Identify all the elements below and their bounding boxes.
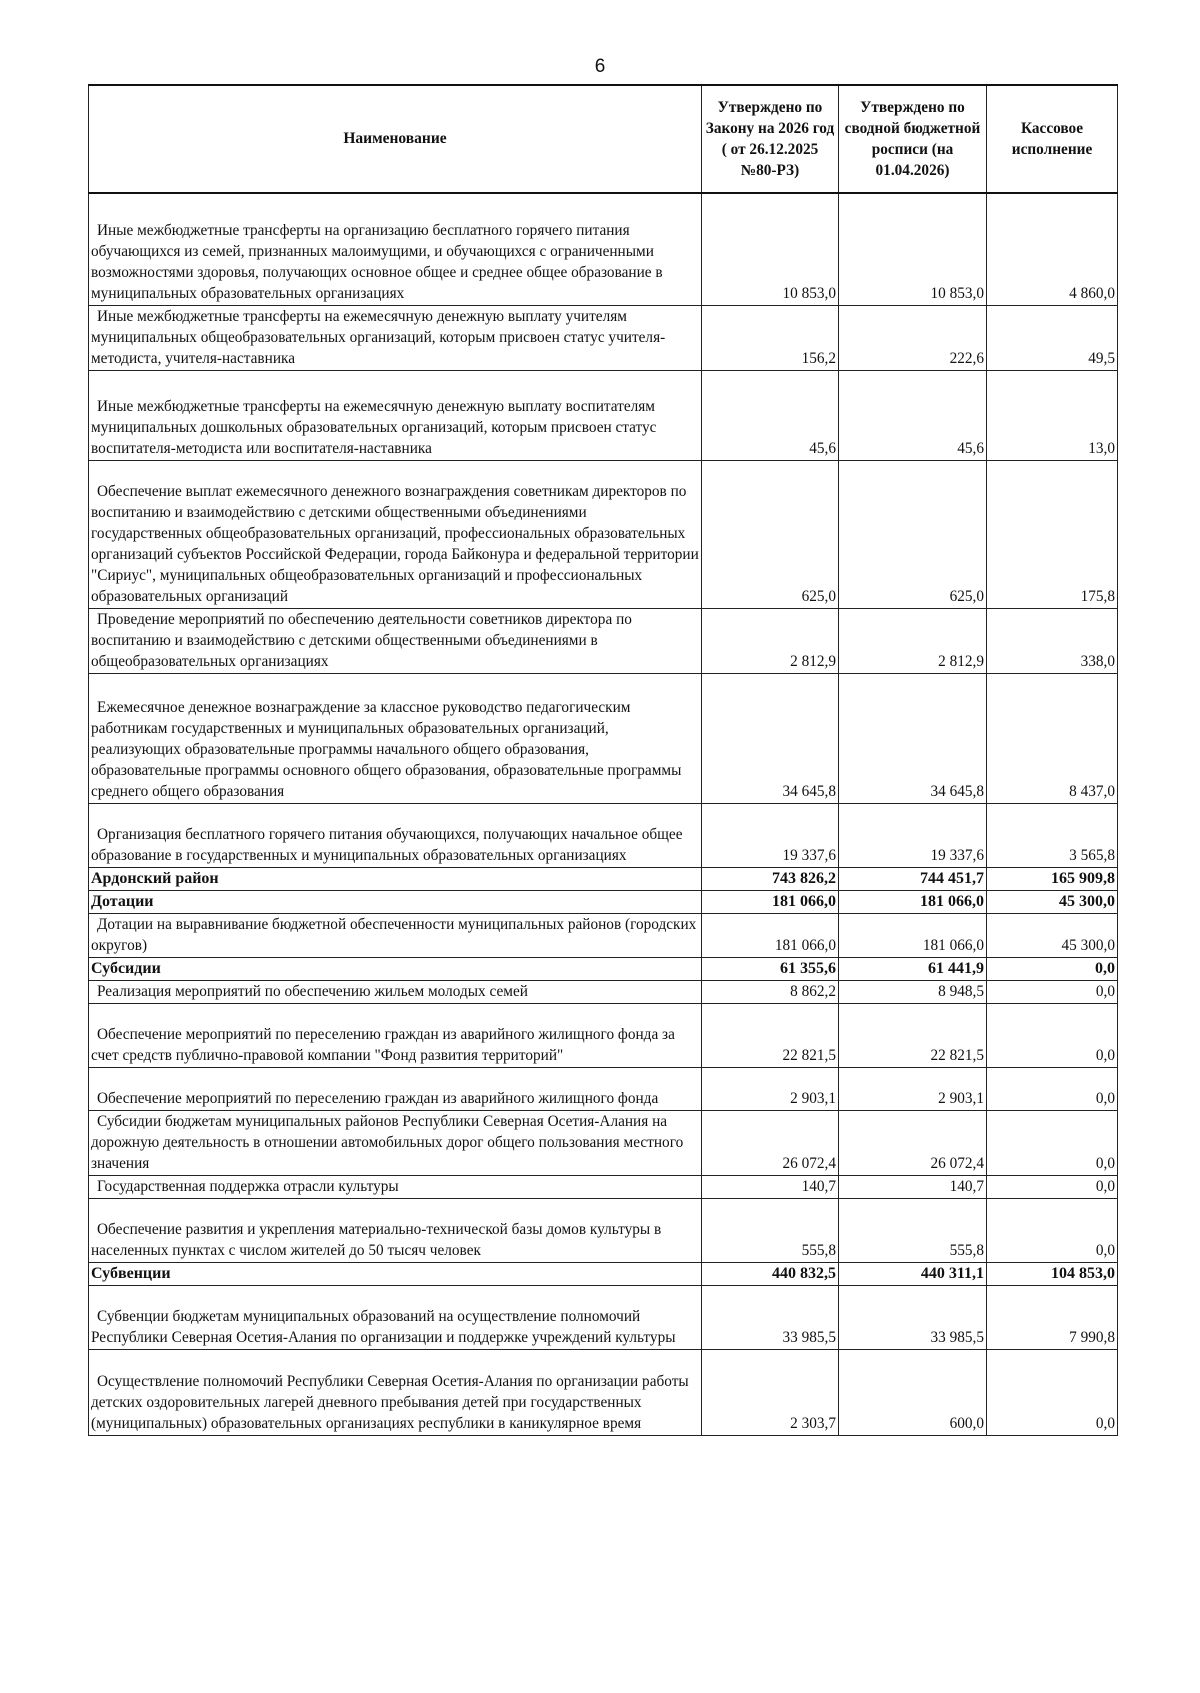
row-approved-law: 61 355,6 <box>702 957 839 980</box>
row-approved-law: 2 303,7 <box>702 1349 839 1435</box>
row-name <box>89 460 702 608</box>
row-approved-roster: 2 812,9 <box>839 608 987 673</box>
row-approved-roster: 2 903,1 <box>839 1067 987 1110</box>
row-approved-roster: 22 821,5 <box>839 1003 987 1067</box>
row-name <box>89 1198 702 1262</box>
row-approved-law: 440 832,5 <box>702 1262 839 1285</box>
row-cash-execution: 175,8 <box>987 460 1118 608</box>
row-approved-law: 2 812,9 <box>702 608 839 673</box>
row-name <box>89 370 702 460</box>
row-approved-roster: 440 311,1 <box>839 1262 987 1285</box>
row-name <box>89 673 702 803</box>
row-approved-law: 181 066,0 <box>702 890 839 913</box>
row-approved-law: 10 853,0 <box>702 193 839 305</box>
row-approved-roster: 26 072,4 <box>839 1110 987 1175</box>
row-approved-law: 45,6 <box>702 370 839 460</box>
row-name-text: Ежемесячное денежное вознаграждение за классное руководство педагогическим работникам государственных и муниципальных образовательных организаций, реализующих образовательные программы начального общего образования, образовательные программы основного общего образования, образовательные программы среднего общего образования <box>91 698 682 800</box>
row-name <box>89 1110 702 1175</box>
table-row <box>89 803 1118 867</box>
table-row <box>89 1285 1118 1349</box>
row-name-text: Организация бесплатного горячего питания обучающихся, получающих начальное общее образование в государственных и муниципальных образовательных организациях <box>91 825 683 864</box>
row-name <box>89 980 702 1003</box>
row-approved-law: 181 066,0 <box>702 913 839 957</box>
row-name-text: Иные межбюджетные трансферты на ежемесячную денежную выплату учителям муниципальных общеобразовательных организаций, которым присвоен статус учителя-методиста, учителя-наставника <box>91 307 666 367</box>
row-approved-roster: 34 645,8 <box>839 673 987 803</box>
row-cash-execution: 165 909,8 <box>987 867 1118 890</box>
row-approved-law: 140,7 <box>702 1175 839 1198</box>
row-name-text: Иные межбюджетные трансферты на организацию бесплатного горячего питания обучающихся из семей, признанных малоимущими, и обучающихся с ограниченными возможностями здоровья, получающих основное общее и среднее общее образование в муниципальных образовательных организациях <box>91 221 663 302</box>
row-cash-execution: 0,0 <box>987 1067 1118 1110</box>
row-cash-execution: 13,0 <box>987 370 1118 460</box>
row-approved-roster: 600,0 <box>839 1349 987 1435</box>
row-approved-roster: 181 066,0 <box>839 890 987 913</box>
row-name-text: Субсидии <box>91 959 161 977</box>
row-name <box>89 305 702 370</box>
row-cash-execution: 7 990,8 <box>987 1285 1118 1349</box>
table-row <box>89 608 1118 673</box>
table-row <box>89 193 1118 305</box>
table-body <box>89 193 1118 1435</box>
table-row <box>89 1262 1118 1285</box>
row-approved-law: 156,2 <box>702 305 839 370</box>
table-row <box>89 1198 1118 1262</box>
table-row <box>89 1175 1118 1198</box>
row-name <box>89 890 702 913</box>
table-row <box>89 1067 1118 1110</box>
row-approved-law: 2 903,1 <box>702 1067 839 1110</box>
row-cash-execution: 45 300,0 <box>987 890 1118 913</box>
row-name-text: Ардонский район <box>91 869 219 887</box>
row-approved-law: 625,0 <box>702 460 839 608</box>
row-approved-roster: 625,0 <box>839 460 987 608</box>
row-name-text: Реализация мероприятий по обеспечению жильем молодых семей <box>97 982 528 1000</box>
row-name-text: Государственная поддержка отрасли культуры <box>97 1177 399 1195</box>
row-approved-law: 555,8 <box>702 1198 839 1262</box>
row-name <box>89 1285 702 1349</box>
row-cash-execution: 0,0 <box>987 957 1118 980</box>
row-cash-execution: 0,0 <box>987 1110 1118 1175</box>
row-name-text: Субвенции бюджетам муниципальных образований на осуществление полномочий Республики Северная Осетия-Алания по организации и поддержке учреждений культуры <box>91 1307 676 1346</box>
row-name-text: Обеспечение мероприятий по переселению граждан из аварийного жилищного фонда за счет средств публично-правовой компании "Фонд развития территорий" <box>91 1025 675 1064</box>
table-row <box>89 890 1118 913</box>
row-approved-law: 33 985,5 <box>702 1285 839 1349</box>
table-row <box>89 867 1118 890</box>
row-name-text: Дотации <box>91 892 154 910</box>
row-cash-execution: 0,0 <box>987 1349 1118 1435</box>
row-name-text: Субвенции <box>91 1264 171 1282</box>
header-name: Наименование <box>89 85 702 193</box>
row-approved-roster: 45,6 <box>839 370 987 460</box>
row-name-text: Субсидии бюджетам муниципальных районов Республики Северная Осетия-Алания на дорожную деятельность в отношении автомобильных дорог общего пользования местного значения <box>91 1112 684 1172</box>
table-header-row <box>89 85 1118 193</box>
table-row <box>89 913 1118 957</box>
row-name <box>89 1067 702 1110</box>
row-cash-execution: 0,0 <box>987 1175 1118 1198</box>
row-name <box>89 1349 702 1435</box>
row-approved-roster: 140,7 <box>839 1175 987 1198</box>
row-approved-law: 8 862,2 <box>702 980 839 1003</box>
row-approved-law: 34 645,8 <box>702 673 839 803</box>
row-cash-execution: 0,0 <box>987 980 1118 1003</box>
row-name <box>89 608 702 673</box>
table-row <box>89 673 1118 803</box>
row-name <box>89 1175 702 1198</box>
row-name <box>89 867 702 890</box>
row-approved-law: 743 826,2 <box>702 867 839 890</box>
row-cash-execution: 3 565,8 <box>987 803 1118 867</box>
row-cash-execution: 0,0 <box>987 1198 1118 1262</box>
page-number: 6 <box>594 56 606 77</box>
row-approved-roster: 555,8 <box>839 1198 987 1262</box>
row-cash-execution: 4 860,0 <box>987 193 1118 305</box>
table-row <box>89 1349 1118 1435</box>
row-name-text: Проведение мероприятий по обеспечению деятельности советников директора по воспитанию и взаимодействию с детскими общественными объединениями в общеобразовательных организациях <box>91 610 632 670</box>
table-row <box>89 460 1118 608</box>
row-name-text: Осуществление полномочий Республики Северная Осетия-Алания по организации работы детских оздоровительных лагерей дневного пребывания детей при государственных (муниципальных) образовательных организациях республики в каникулярное время <box>91 1372 689 1432</box>
row-approved-law: 22 821,5 <box>702 1003 839 1067</box>
row-cash-execution: 0,0 <box>987 1003 1118 1067</box>
row-approved-roster: 222,6 <box>839 305 987 370</box>
row-cash-execution: 49,5 <box>987 305 1118 370</box>
row-approved-roster: 181 066,0 <box>839 913 987 957</box>
row-cash-execution: 104 853,0 <box>987 1262 1118 1285</box>
row-name <box>89 803 702 867</box>
row-name-text: Иные межбюджетные трансферты на ежемесячную денежную выплату воспитателям муниципальных дошкольных образовательных организаций, которым присвоен статус воспитателя-методиста или воспитателя-наставника <box>91 397 657 457</box>
row-name <box>89 913 702 957</box>
table-row <box>89 980 1118 1003</box>
table-row <box>89 305 1118 370</box>
row-approved-roster: 744 451,7 <box>839 867 987 890</box>
row-approved-roster: 33 985,5 <box>839 1285 987 1349</box>
row-approved-roster: 61 441,9 <box>839 957 987 980</box>
row-cash-execution: 45 300,0 <box>987 913 1118 957</box>
row-approved-law: 19 337,6 <box>702 803 839 867</box>
row-name <box>89 1003 702 1067</box>
header-approved-roster: Утверждено по сводной бюджетной росписи (на 01.04.2026) <box>839 85 987 193</box>
row-approved-roster: 10 853,0 <box>839 193 987 305</box>
table-row <box>89 370 1118 460</box>
row-name-text: Обеспечение выплат ежемесячного денежного вознаграждения советникам директоров по воспитанию и взаимодействию с детскими общественными объединениями государственных общеобразовательных организаций, профессиональных образовательных организаций субъектов Российской Федерации, города Байконура и федеральной территории "Сириус", муниципальных общеобразовательных организаций и профессиональных образовательных организаций <box>91 482 699 605</box>
row-approved-law: 26 072,4 <box>702 1110 839 1175</box>
budget-table <box>88 84 1118 1436</box>
row-name-text: Дотации на выравнивание бюджетной обеспеченности муниципальных районов (городских округов) <box>91 915 697 954</box>
row-cash-execution: 338,0 <box>987 608 1118 673</box>
header-approved-law: Утверждено по Закону на 2026 год ( от 26.12.2025 №80-РЗ) <box>702 85 839 193</box>
row-name-text: Обеспечение развития и укрепления материально-технической базы домов культуры в населенных пунктах с числом жителей до 50 тысяч человек <box>91 1220 662 1259</box>
table-row <box>89 957 1118 980</box>
row-name <box>89 193 702 305</box>
row-approved-roster: 8 948,5 <box>839 980 987 1003</box>
header-cash-execution: Кассовое исполнение <box>987 85 1118 193</box>
table-row <box>89 1110 1118 1175</box>
row-name-text: Обеспечение мероприятий по переселению граждан из аварийного жилищного фонда <box>97 1089 659 1107</box>
row-cash-execution: 8 437,0 <box>987 673 1118 803</box>
row-name <box>89 957 702 980</box>
row-name <box>89 1262 702 1285</box>
table-row <box>89 1003 1118 1067</box>
row-approved-roster: 19 337,6 <box>839 803 987 867</box>
